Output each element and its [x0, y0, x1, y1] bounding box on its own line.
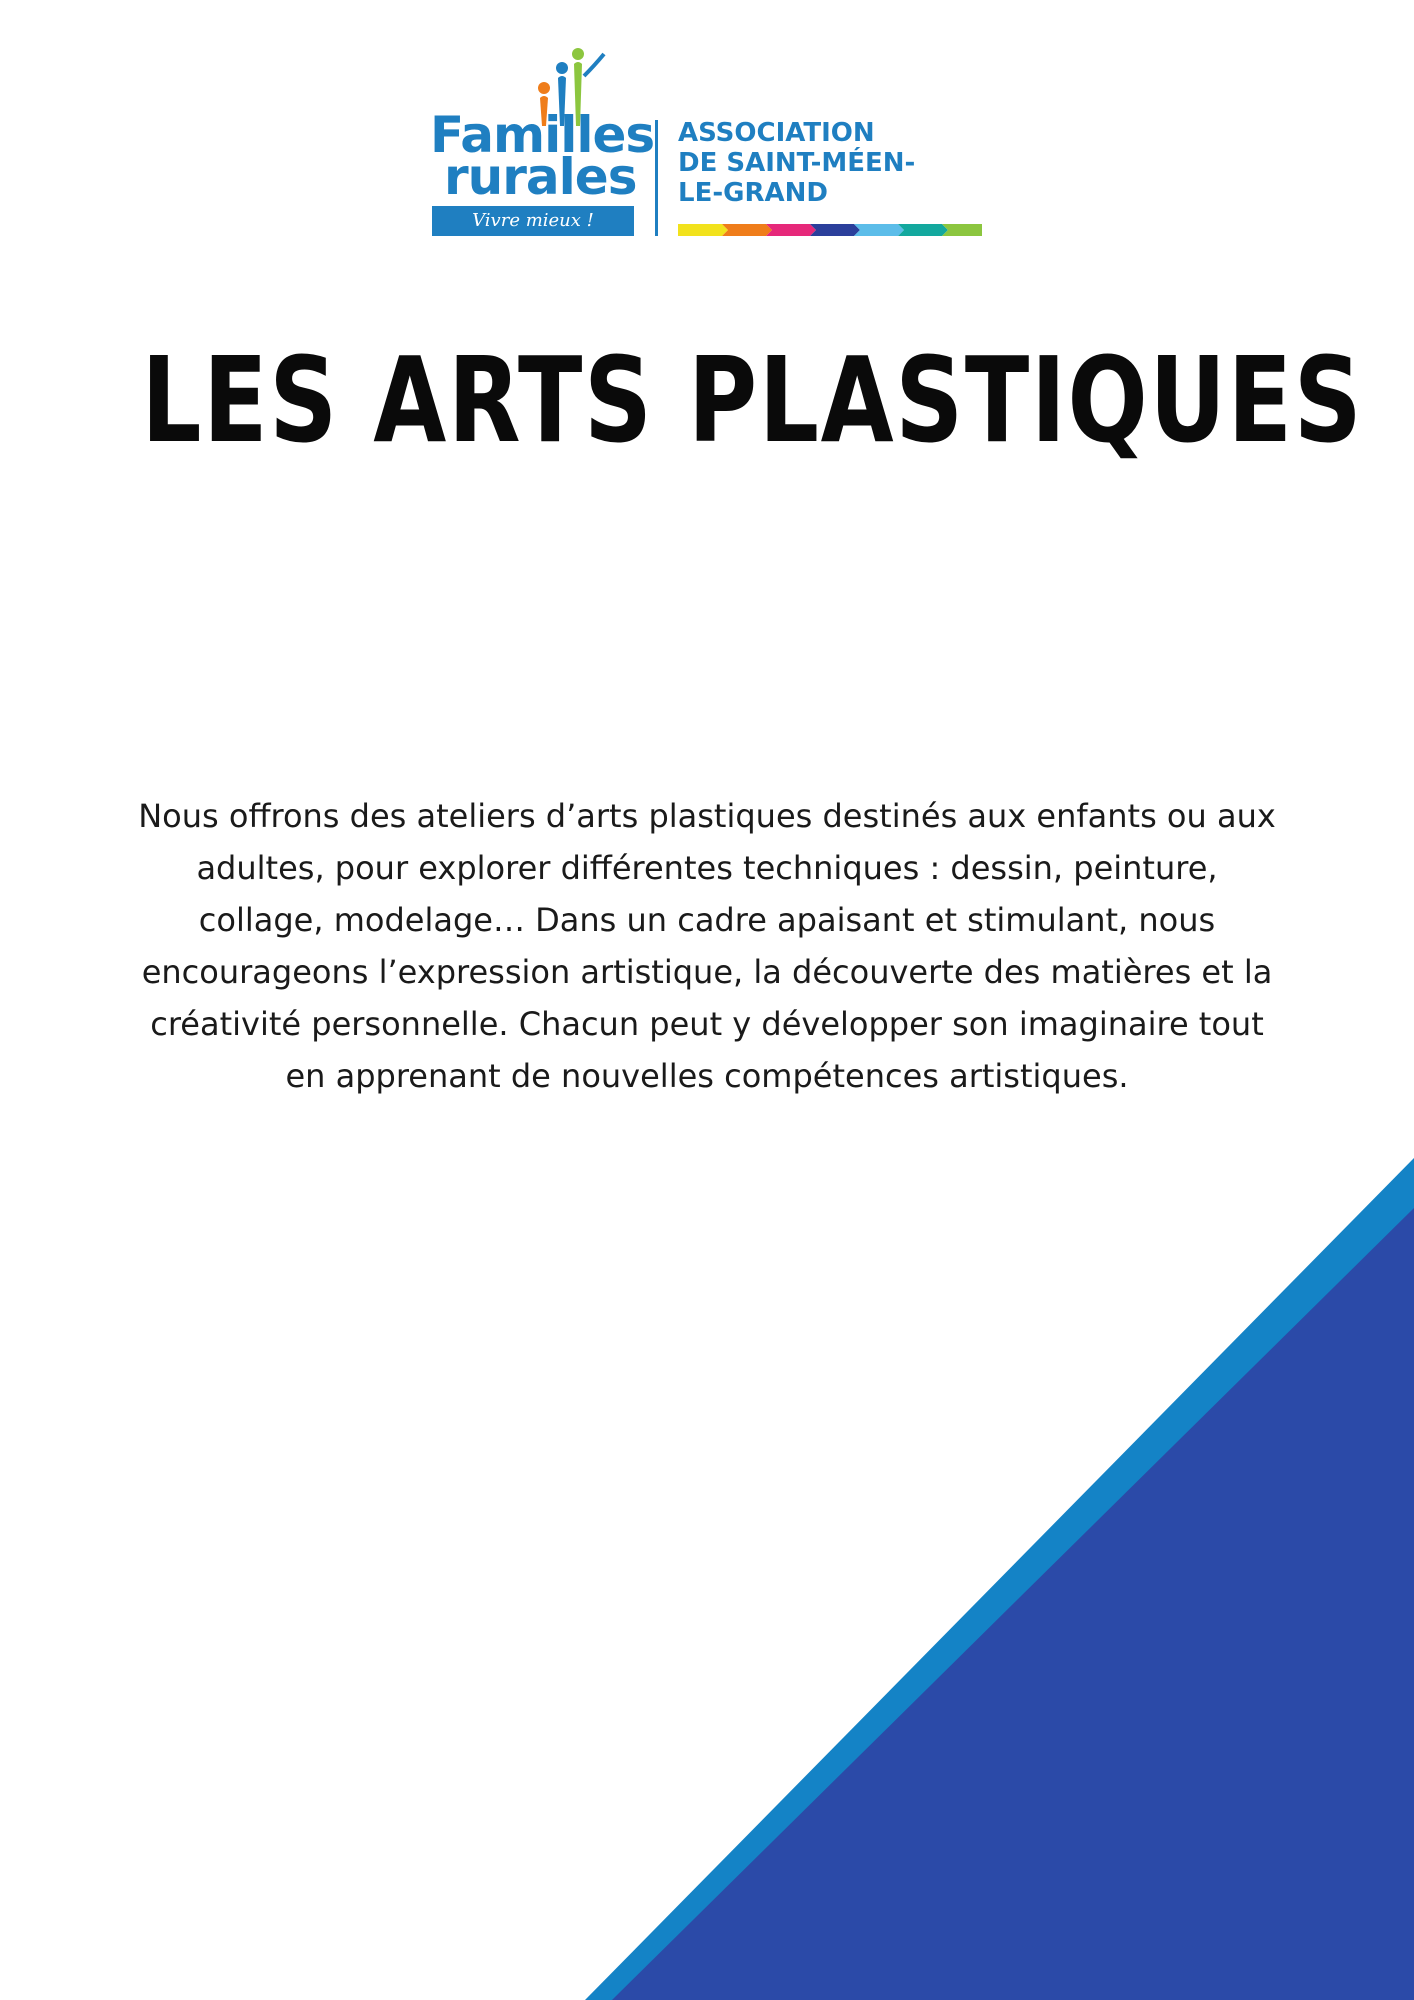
strip-segment	[678, 224, 728, 236]
color-chevron-strip	[678, 224, 982, 236]
strip-segment	[722, 224, 772, 236]
familles-rurales-logo	[430, 40, 990, 240]
brand-line-1: Familles	[430, 106, 655, 164]
familles-rurales-wordmark	[430, 40, 655, 240]
association-name	[678, 118, 978, 208]
brand-line-2: rurales	[444, 148, 637, 206]
association-line-1: ASSOCIATION	[678, 118, 875, 148]
page-title: LES ARTS PLASTIQUES	[141, 331, 1364, 469]
strip-segment	[854, 224, 904, 236]
association-line-3: LE-GRAND	[678, 178, 828, 208]
logo-divider	[655, 120, 658, 236]
strip-segment	[766, 224, 816, 236]
description-paragraph: Nous offrons des ateliers d’arts plastiques destinés aux enfants ou aux adultes, pour explorer différentes techniques : dessin, peinture, collage, modelage… Dans un cadre apaisant et stimulant, nous encourageons l’expression artistique, la découverte des matières et la créativité personnelle. Chacun peut y développer son imaginaire tout en apprenant de nouvelles compétences artistiques.	[138, 797, 1276, 1095]
strip-segment	[898, 224, 948, 236]
brand-tagline: Vivre mieux !	[432, 206, 634, 236]
strip-segment	[942, 224, 982, 236]
strip-segment	[810, 224, 860, 236]
association-line-2: DE SAINT-MÉEN-	[678, 148, 916, 178]
